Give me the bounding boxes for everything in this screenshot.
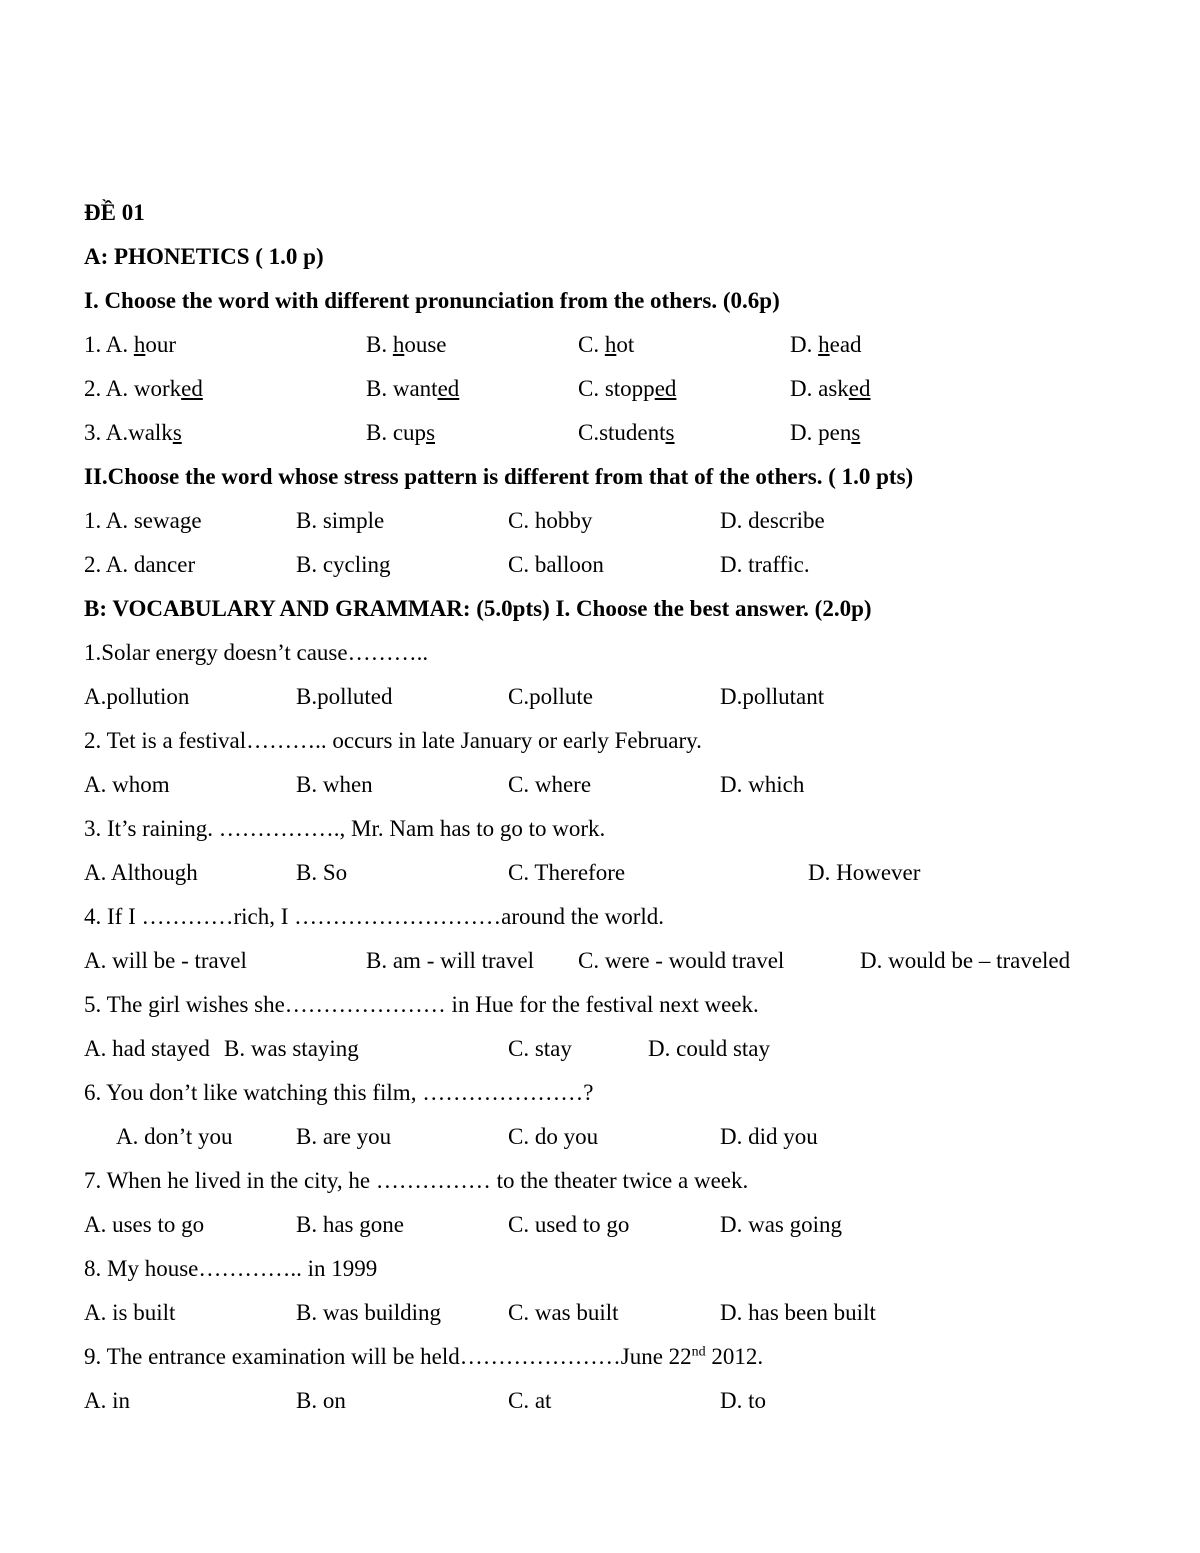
option-d: D. asked: [790, 376, 871, 401]
question-text: 7. When he lived in the city, he …………… to the theater twice a week.: [84, 1168, 749, 1193]
option-a: 1. A. hour: [84, 332, 177, 357]
option-c: C. do you: [508, 1124, 599, 1149]
option-d: D. traffic.: [720, 552, 810, 577]
option-c: C. Therefore: [508, 860, 626, 885]
pronunciation-row: [84, 374, 1084, 404]
option-d: D. would be – traveled: [860, 948, 1071, 973]
option-b: B. So: [296, 860, 348, 885]
question-text: 4. If I …………rich, I ………………………around the world.: [84, 904, 665, 929]
question-text: 6. You don’t like watching this film, …………………?: [84, 1080, 594, 1105]
option-d: D. describe: [720, 508, 825, 533]
section-a-heading: A: PHONETICS ( 1.0 p): [84, 244, 324, 269]
option-a: A.pollution: [84, 684, 190, 709]
option-c: C.pollute: [508, 684, 593, 709]
stress-row: [84, 550, 1084, 580]
pronunciation-row: [84, 330, 1084, 360]
option-b: B. when: [296, 772, 373, 797]
option-c: C. was built: [508, 1300, 619, 1325]
option-d: D. did you: [720, 1124, 818, 1149]
option-b: B. was building: [296, 1300, 442, 1325]
option-d: D. which: [720, 772, 805, 797]
option-b: B. am - will travel: [366, 948, 534, 973]
answer-row: [84, 682, 1084, 712]
option-d: D. was going: [720, 1212, 843, 1237]
option-b: B. wanted: [366, 376, 460, 401]
question-text: 8. My house………….. in 1999: [84, 1256, 378, 1281]
option-c: C. used to go: [508, 1212, 630, 1237]
answer-row: [84, 1386, 1084, 1416]
option-a: A. is built: [84, 1300, 176, 1325]
answer-row: [84, 1298, 1084, 1328]
section-b-heading: B: VOCABULARY AND GRAMMAR: (5.0pts) I. Choose the best answer. (2.0p): [84, 596, 872, 621]
question-text: 5. The girl wishes she………………… in Hue for the festival next week.: [84, 992, 759, 1017]
part-1-instruction: I. Choose the word with different pronunciation from the others. (0.6p): [84, 288, 780, 313]
option-b: B. on: [296, 1388, 346, 1413]
option-a: A. don’t you: [116, 1124, 233, 1149]
option-c: C. hot: [578, 332, 635, 357]
answer-row: [84, 1034, 1084, 1064]
option-b: B. simple: [296, 508, 385, 533]
question-text: 9. The entrance examination will be held…………………June 22nd 2012.: [84, 1344, 764, 1369]
option-c: C. were - would travel: [578, 948, 785, 973]
option-d: D. However: [808, 860, 921, 885]
option-a: A. whom: [84, 772, 170, 797]
option-a: A. will be - travel: [84, 948, 247, 973]
option-c: C. stopped: [578, 376, 677, 401]
option-a: 2. A. dancer: [84, 552, 196, 577]
answer-row: [84, 946, 1114, 976]
option-c: C.students: [578, 420, 675, 445]
option-a: 3. A.walks: [84, 420, 182, 445]
option-b: B. was staying: [224, 1036, 359, 1061]
answer-row: [84, 770, 1084, 800]
option-a: 2. A. worked: [84, 376, 203, 401]
option-a: A. Although: [84, 860, 198, 885]
part-2-instruction: II.Choose the word whose stress pattern is different from that of the others. ( 1.0 pts): [84, 464, 914, 489]
option-b: B. cups: [366, 420, 436, 445]
option-d: D. head: [790, 332, 862, 357]
pronunciation-row: [84, 418, 1084, 448]
option-c: C. balloon: [508, 552, 604, 577]
option-c: C. at: [508, 1388, 552, 1413]
option-c: C. hobby: [508, 508, 593, 533]
option-c: C. where: [508, 772, 592, 797]
question-text: 3. It’s raining. ……………., Mr. Nam has to go to work.: [84, 816, 606, 841]
option-d: D. has been built: [720, 1300, 876, 1325]
option-b: B. cycling: [296, 552, 391, 577]
stress-row: [84, 506, 1084, 536]
option-c: C. stay: [508, 1036, 572, 1061]
exam-code: ĐỀ 01: [84, 200, 145, 225]
option-b: B. are you: [296, 1124, 392, 1149]
option-b: B. has gone: [296, 1212, 404, 1237]
question-text: 1.Solar energy doesn’t cause………..: [84, 640, 429, 665]
option-a: 1. A. sewage: [84, 508, 202, 533]
option-d: D. could stay: [648, 1036, 771, 1061]
option-b: B.polluted: [296, 684, 393, 709]
option-a: A. in: [84, 1388, 130, 1413]
answer-row: [84, 1210, 1084, 1240]
option-d: D. to: [720, 1388, 766, 1413]
answer-row: [84, 858, 1084, 888]
option-d: D.pollutant: [720, 684, 825, 709]
question-text: 2. Tet is a festival……….. occurs in late January or early February.: [84, 728, 702, 753]
option-a: A. had stayed: [84, 1036, 210, 1061]
answer-row: [84, 1122, 1084, 1152]
option-b: B. house: [366, 332, 447, 357]
option-d: D. pens: [790, 420, 861, 445]
option-a: A. uses to go: [84, 1212, 205, 1237]
